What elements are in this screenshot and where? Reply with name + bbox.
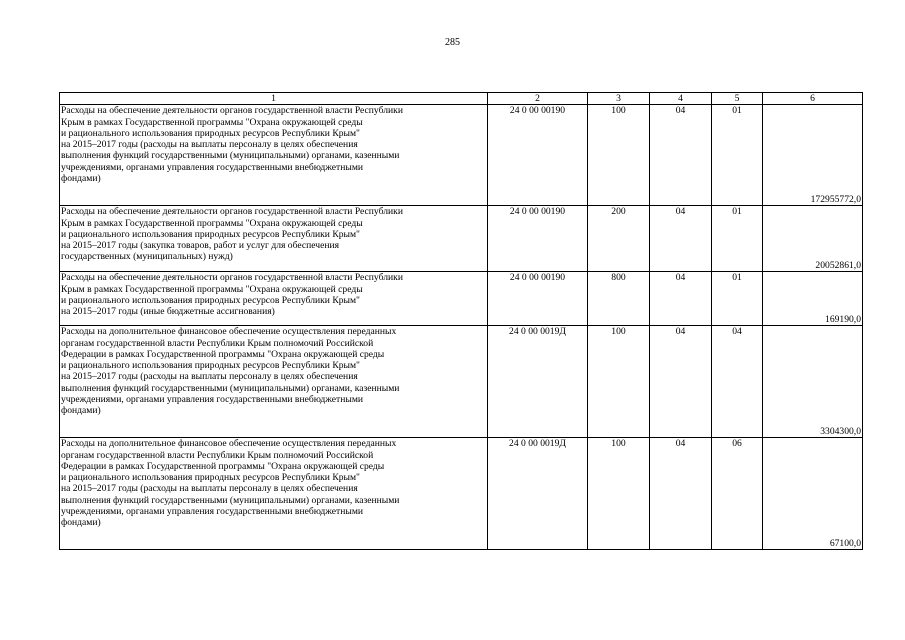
row-section: 04 <box>650 438 712 550</box>
row-expense-type: 100 <box>588 105 650 206</box>
column-header-expense-type: 3 <box>588 93 650 105</box>
column-header-subsection: 5 <box>712 93 763 105</box>
row-subsection: 01 <box>712 206 763 272</box>
row-target-code: 24 0 00 00190 <box>488 206 588 272</box>
row-expense-type: 800 <box>588 272 650 326</box>
page-number: 285 <box>445 37 460 48</box>
row-target-code: 24 0 00 00190 <box>488 272 588 326</box>
row-description: Расходы на обеспечение деятельности органов государственной власти Республики Крым в рамках Государственной программы "Охрана окружающей среды и рационального использования природных ресурсов Республики Крым" на 2015–2017 годы (закупка товаров, работ и услуг для обеспечения государственных (муниципальных) нужд) <box>60 206 488 272</box>
row-target-code: 24 0 00 00190 <box>488 105 588 206</box>
row-amount: 169190,0 <box>763 272 863 326</box>
row-target-code: 24 0 00 0019Д <box>488 326 588 438</box>
row-subsection: 01 <box>712 272 763 326</box>
row-description: Расходы на дополнительное финансовое обеспечение осуществления переданных органам государственной власти Республики Крым полномочий Российской Федерации в рамках Государственной программы "Охрана окружающей среды и рационального использования природных ресурсов Республики Крым" на 2015–2017 годы (расходы на выплаты персоналу в целях обеспечения выполнения функций государственными (муниципальными) органами, казенными учреждениями, органами управления государственными внебюджетными фондами) <box>60 326 488 438</box>
table-row <box>60 438 863 550</box>
row-subsection: 04 <box>712 326 763 438</box>
row-expense-type: 100 <box>588 326 650 438</box>
row-expense-type: 200 <box>588 206 650 272</box>
budget-table <box>59 92 863 550</box>
row-subsection: 01 <box>712 105 763 206</box>
row-description: Расходы на дополнительное финансовое обеспечение осуществления переданных органам государственной власти Республики Крым полномочий Российской Федерации в рамках Государственной программы "Охрана окружающей среды и рационального использования природных ресурсов Республики Крым" на 2015–2017 годы (расходы на выплаты персоналу в целях обеспечения выполнения функций государственными (муниципальными) органами, казенными учреждениями, органами управления государственными внебюджетными фондами) <box>60 438 488 550</box>
row-amount: 172955772,0 <box>763 105 863 206</box>
row-section: 04 <box>650 206 712 272</box>
column-header-target-code: 2 <box>488 93 588 105</box>
column-header-section: 4 <box>650 93 712 105</box>
row-section: 04 <box>650 272 712 326</box>
row-amount: 3304300,0 <box>763 326 863 438</box>
row-section: 04 <box>650 326 712 438</box>
table-row <box>60 326 863 438</box>
row-amount: 67100,0 <box>763 438 863 550</box>
column-header-description: 1 <box>60 93 488 105</box>
table-row <box>60 206 863 272</box>
table-row <box>60 105 863 206</box>
row-section: 04 <box>650 105 712 206</box>
table-header-row <box>60 93 863 105</box>
row-description: Расходы на обеспечение деятельности органов государственной власти Республики Крым в рамках Государственной программы "Охрана окружающей среды и рационального использования природных ресурсов Республики Крым" на 2015–2017 годы (расходы на выплаты персоналу в целях обеспечения выполнения функций государственными (муниципальными) органами, казенными учреждениями, органами управления государственными внебюджетными фондами) <box>60 105 488 206</box>
table-row <box>60 272 863 326</box>
column-header-amount: 6 <box>763 93 863 105</box>
row-subsection: 06 <box>712 438 763 550</box>
row-expense-type: 100 <box>588 438 650 550</box>
row-target-code: 24 0 00 0019Д <box>488 438 588 550</box>
row-description: Расходы на обеспечение деятельности органов государственной власти Республики Крым в рамках Государственной программы "Охрана окружающей среды и рационального использования природных ресурсов Республики Крым" на 2015–2017 годы (иные бюджетные ассигнования) <box>60 272 488 326</box>
row-amount: 20052861,0 <box>763 206 863 272</box>
